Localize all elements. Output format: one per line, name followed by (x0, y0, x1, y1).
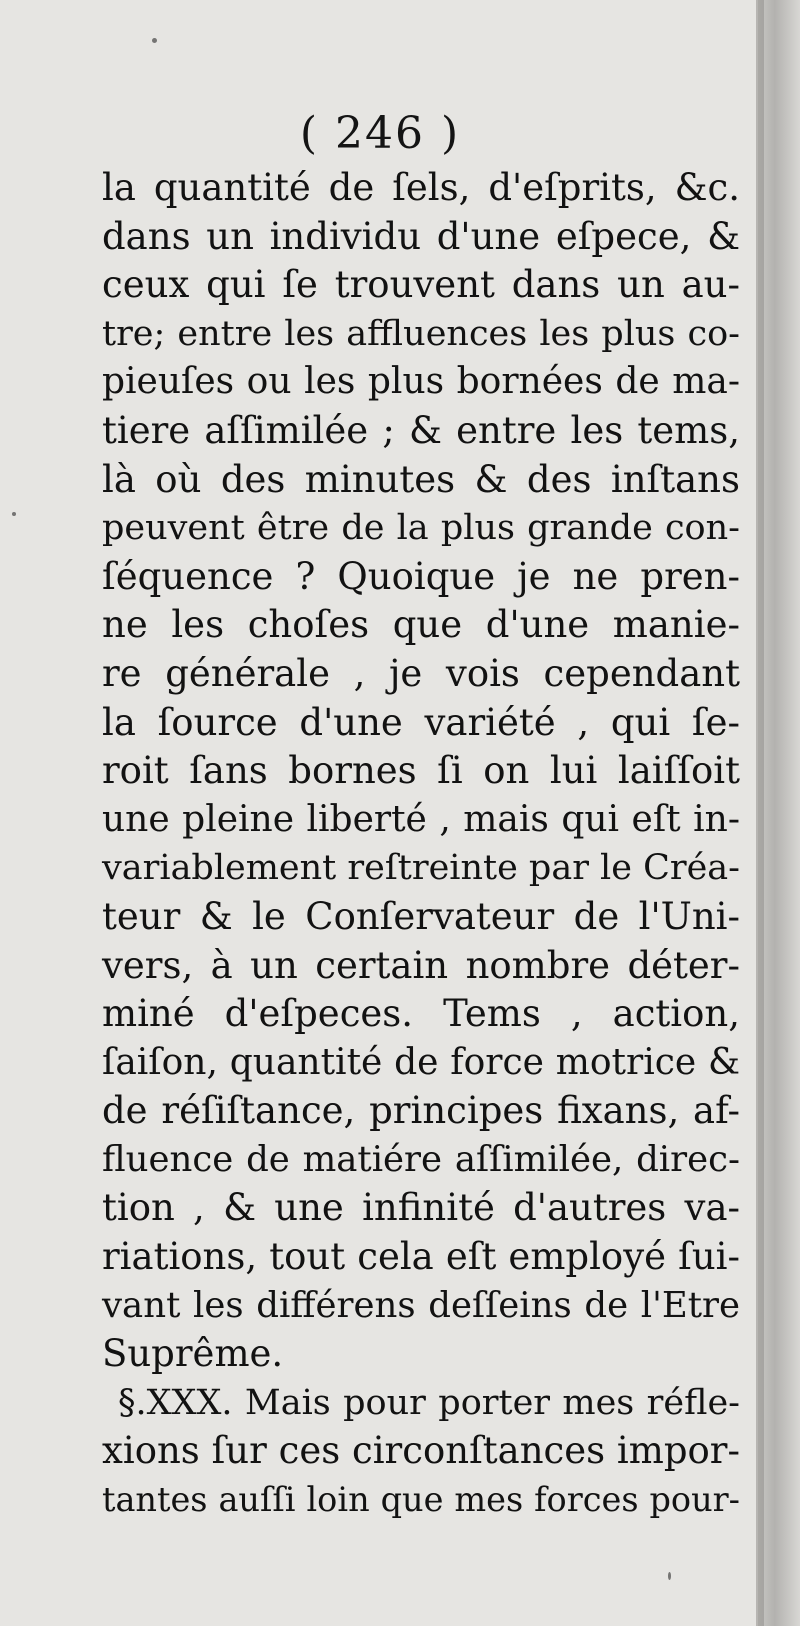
text-line: miné d'eſpeces. Tems , action, (102, 992, 740, 1036)
text-line: tion , & une infinité d'autres va- (102, 1186, 740, 1230)
text-line: dans un individu d'une eſpece, & (102, 214, 740, 258)
text-line: xions ſur ces circonſtances impor- (102, 1429, 740, 1473)
text-line: tre; entre les affluences les plus co- (102, 313, 740, 354)
text-line: pieuſes ou les plus bornées de ma- (102, 361, 740, 403)
text-line: teur & le Conſervateur de l'Uni- (102, 894, 740, 938)
text-line: §.XXX. Mais pour porter mes réfle- (118, 1382, 740, 1423)
body-text (102, 164, 740, 1525)
text-line: une pleine liberté , mais qui eſt in- (102, 798, 740, 840)
text-line: ſéquence ? Quoique je ne pren- (102, 554, 740, 598)
text-line: la quantité de ſels, d'eſprits, &c. (102, 166, 740, 209)
text-line: roit ſans bornes ſi on lui laiſſoit (102, 749, 740, 793)
text-line: ne les choſes que d'une manie- (102, 603, 740, 647)
text-line: de réſiſtance, principes fixans, af- (102, 1089, 740, 1133)
text-line: là où des minutes & des inſtans (102, 457, 740, 501)
text-line: ſaiſon, quantité de force motrice & (102, 1041, 740, 1083)
text-line: Suprême. (102, 1332, 284, 1376)
paper-speck (12, 512, 16, 516)
paper-speck (668, 1572, 671, 1580)
text-line: tantes auſſi loin que mes forces pour- (102, 1480, 740, 1520)
text-line: peuvent être de la plus grande con- (102, 508, 740, 549)
text-line: re générale , je vois cependant (102, 651, 740, 695)
page-number: ( 246 ) (299, 108, 461, 159)
page-gutter-shadow (756, 0, 764, 1626)
text-line: ceux qui ſe trouvent dans un au- (102, 263, 740, 307)
text-line: tiere aſſimilée ; & entre les tems, (102, 408, 740, 452)
text-line: la ſource d'une variété , qui ſe- (102, 700, 740, 744)
text-line: vers, à un certain nombre déter- (102, 943, 740, 987)
text-line: riations, tout cela eſt employé ſui- (102, 1235, 740, 1279)
text-line: vant les différens deſſeins de l'Etre (102, 1284, 740, 1326)
page-edge (758, 0, 800, 1626)
paper-speck (152, 38, 157, 43)
text-line: fluence de matiére aſſimilée, direc- (102, 1138, 740, 1180)
text-line: variablement reſtreinte par le Créa- (102, 848, 740, 889)
